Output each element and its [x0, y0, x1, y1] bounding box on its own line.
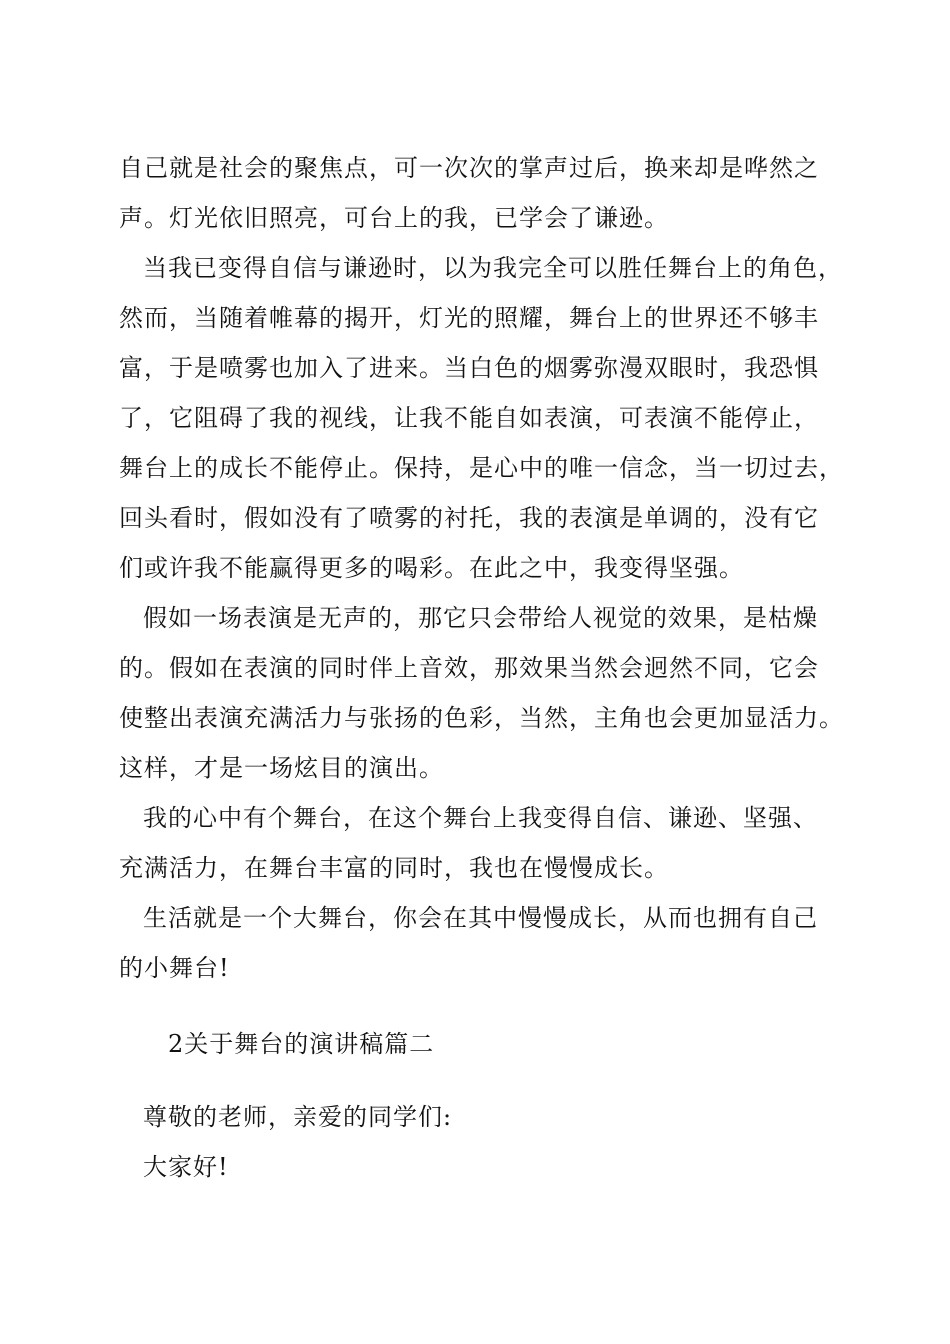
paragraph-line: 们或许我不能赢得更多的喝彩。在此之中，我变得坚强。	[119, 554, 744, 582]
paragraph-line: 使整出表演充满活力与张扬的色彩，当然，主角也会更加显活力。	[119, 704, 844, 732]
paragraph-line: 的小舞台!	[119, 954, 230, 982]
paragraph-line: 假如一场表演是无声的，那它只会带给人视觉的效果，是枯燥	[143, 604, 818, 632]
paragraph-4	[119, 793, 859, 893]
paragraph-line: 我的心中有个舞台，在这个舞台上我变得自信、谦逊、坚强、	[143, 804, 818, 832]
paragraph-line: 富，于是喷雾也加入了进来。当白色的烟雾弥漫双眼时，我恐惧	[119, 354, 819, 382]
paragraph-line: 舞台上的成长不能停止。保持，是心中的唯一信念，当一切过去，	[119, 454, 844, 482]
paragraph-1	[119, 143, 859, 243]
paragraph-2	[119, 243, 859, 593]
paragraph-line: 当我已变得自信与谦逊时，以为我完全可以胜任舞台上的角色，	[143, 254, 843, 282]
paragraph-line: 声。灯光依旧照亮，可台上的我，已学会了谦逊。	[119, 204, 669, 232]
paragraph-line: 回头看时，假如没有了喷雾的衬托，我的表演是单调的，没有它	[119, 504, 819, 532]
paragraph-line: 自己就是社会的聚焦点，可一次次的掌声过后，换来却是哗然之	[119, 154, 819, 182]
paragraph-line: 充满活力，在舞台丰富的同时，我也在慢慢成长。	[119, 854, 669, 882]
paragraph-line: 然而，当随着帷幕的揭开，灯光的照耀，舞台上的世界还不够丰	[119, 304, 819, 332]
paragraph-3	[119, 593, 859, 793]
section-heading: 2关于舞台的演讲稿篇二	[168, 1030, 435, 1058]
paragraph-5	[119, 893, 859, 993]
paragraph-line: 的。假如在表演的同时伴上音效，那效果当然会迥然不同，它会	[119, 654, 819, 682]
letter-opening	[119, 1092, 859, 1192]
greeting: 大家好!	[143, 1153, 229, 1181]
paragraph-line: 这样，才是一场炫目的演出。	[119, 754, 444, 782]
salutation: 尊敬的老师，亲爱的同学们:	[143, 1103, 453, 1131]
paragraph-line: 生活就是一个大舞台，你会在其中慢慢成长，从而也拥有自己	[143, 904, 818, 932]
paragraph-line: 了，它阻碍了我的视线，让我不能自如表演，可表演不能停止，	[119, 404, 819, 432]
